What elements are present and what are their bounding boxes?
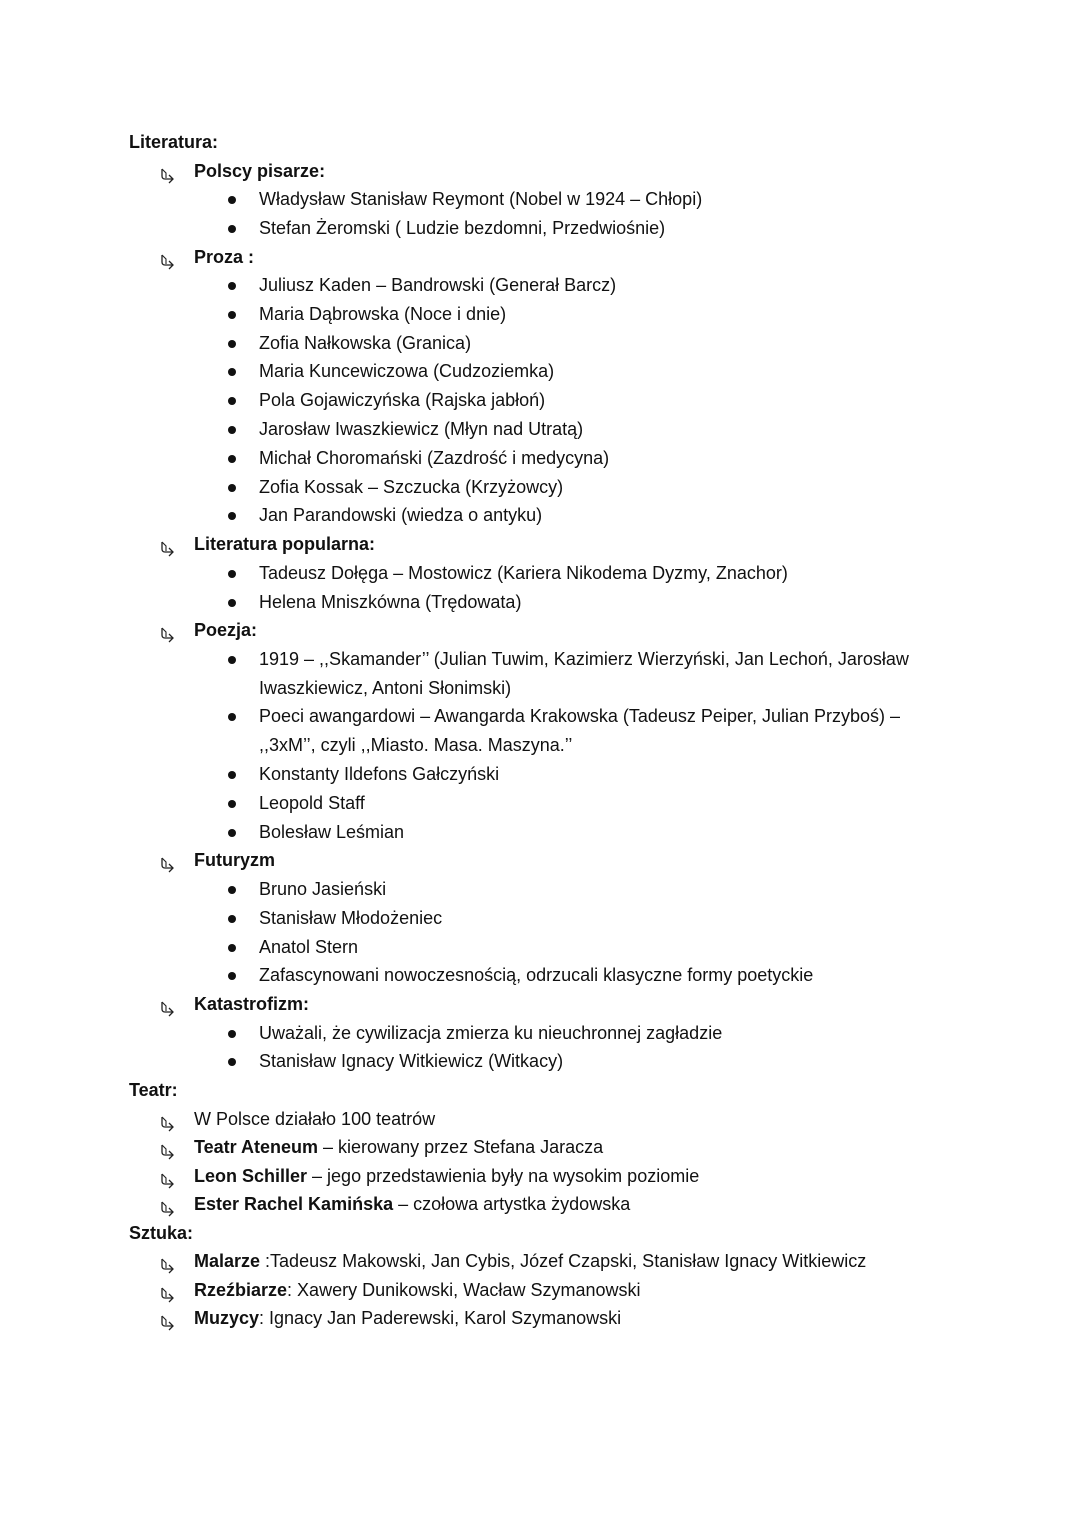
list-item-text: Helena Mniszkówna (Trędowata) (259, 591, 522, 612)
list-item (259, 357, 919, 386)
bullet-icon (228, 512, 236, 520)
subsection-line (194, 1133, 1080, 1162)
bullet-list (0, 559, 1080, 617)
hooked-arrow-icon (160, 1197, 176, 1213)
subsection-text: :Tadeusz Makowski, Jan Cybis, Józef Czapski, Stanisław Ignacy Witkiewicz (260, 1251, 867, 1272)
subsection-text: – czołowa artystka żydowska (393, 1194, 631, 1215)
section-heading: Teatr: (129, 1080, 178, 1101)
list-item-text: 1919 – ,,Skamander’’ (Julian Tuwim, Kazimierz Wierzyński, Jan Lechoń, Jarosław Iwaszkiewicz, Antoni Słonimski) (259, 648, 909, 698)
list-item (259, 415, 919, 444)
hooked-arrow-icon (160, 623, 176, 639)
list-item-text: Zofia Nałkowska (Granica) (259, 332, 472, 353)
subsection-line (194, 1190, 1080, 1219)
hooked-arrow-icon (160, 1254, 176, 1270)
list-item-text: Zafascynowani nowoczesnością, odrzucali klasyczne formy poetyckie (259, 965, 814, 986)
list-item (259, 386, 919, 415)
hooked-arrow-icon (160, 1140, 176, 1156)
document (0, 128, 1080, 1333)
list-item (259, 588, 919, 617)
hooked-arrow-icon (160, 1112, 176, 1128)
subsection-line (194, 157, 1080, 186)
list-item-text: Bolesław Leśmian (259, 821, 405, 842)
subsection-label: Leon Schiller (194, 1165, 308, 1186)
section-heading: Sztuka: (129, 1222, 194, 1243)
subsection-text: – kierowany przez Stefana Jaracza (318, 1137, 604, 1158)
bullet-icon (228, 915, 236, 923)
bullet-icon (228, 196, 236, 204)
subsection-text: – jego przedstawienia były na wysokim poziomie (307, 1165, 700, 1186)
list-item (259, 1047, 919, 1076)
list-item (259, 444, 919, 473)
list-item-text: Poeci awangardowi – Awangarda Krakowska (Tadeusz Peiper, Julian Przyboś) – ,,3xM’’, czyli ,,Miasto. Masa. Maszyna.’’ (259, 706, 901, 756)
bullet-list (0, 875, 1080, 990)
subsection-line (194, 1247, 1080, 1276)
bullet-icon (228, 1058, 236, 1066)
subsection-line (194, 1162, 1080, 1191)
list-item (259, 501, 919, 530)
list-item-text: Maria Kuncewiczowa (Cudzoziemka) (259, 361, 555, 382)
list-item-text: Leopold Staff (259, 792, 365, 813)
bullet-icon (228, 426, 236, 434)
subsection-line (194, 530, 1080, 559)
bullet-list (0, 185, 1080, 243)
list-item (259, 300, 919, 329)
subsection-line (194, 616, 1080, 645)
list-item-text: Jan Parandowski (wiedza o antyku) (259, 505, 543, 526)
list-item-text: Stanisław Ignacy Witkiewicz (Witkacy) (259, 1051, 564, 1072)
list-item-text: Uważali, że cywilizacja zmierza ku nieuchronnej zagładzie (259, 1022, 723, 1043)
list-item (259, 329, 919, 358)
hooked-arrow-icon (160, 164, 176, 180)
list-item-text: Konstanty Ildefons Gałczyński (259, 764, 500, 785)
list-item (259, 933, 919, 962)
hooked-arrow-icon (160, 1311, 176, 1327)
list-item (259, 645, 919, 703)
list-item-text: Maria Dąbrowska (Noce i dnie) (259, 303, 507, 324)
list-item (259, 702, 919, 760)
subsection-label: Poezja: (194, 620, 258, 641)
list-item (259, 1019, 919, 1048)
section (0, 1219, 1080, 1333)
subsection-label: Katastrofizm: (194, 994, 310, 1015)
subsection-label: Malarze (194, 1251, 261, 1272)
bullet-icon (228, 484, 236, 492)
hooked-arrow-icon (160, 997, 176, 1013)
subsection-label: Ester Rachel Kamińska (194, 1194, 394, 1215)
section-heading: Literatura: (129, 132, 219, 152)
bullet-icon (228, 771, 236, 779)
list-item (259, 961, 919, 990)
list-item-text: Władysław Stanisław Reymont (Nobel w 1924 – Chłopi) (259, 189, 703, 209)
subsection-line (194, 1105, 1080, 1134)
hooked-arrow-icon (160, 853, 176, 869)
list-item (259, 818, 919, 847)
list-item (259, 875, 919, 904)
list-item-text: Stanisław Młodożeniec (259, 907, 443, 928)
subsection-label: Futuryzm (194, 850, 275, 871)
bullet-icon (228, 599, 236, 607)
list-item-text: Pola Gojawiczyńska (Rajska jabłoń) (259, 390, 546, 411)
bullet-icon (228, 713, 236, 721)
bullet-icon (228, 225, 236, 233)
section (0, 1076, 1080, 1219)
subsection-label: Rzeźbiarze (194, 1279, 288, 1300)
list-item-text: Zofia Kossak – Szczucka (Krzyżowcy) (259, 476, 564, 497)
list-item-text: Tadeusz Dołęga – Mostowicz (Kariera Nikodema Dyzmy, Znachor) (259, 562, 788, 583)
hooked-arrow-icon (160, 1283, 176, 1299)
bullet-list (0, 1019, 1080, 1077)
list-item (259, 473, 919, 502)
list-item (259, 214, 919, 243)
list-item-text: Jarosław Iwaszkiewicz (Młyn nad Utratą) (259, 419, 584, 440)
subsection-line (194, 243, 1080, 272)
subsection-line (194, 846, 1080, 875)
bullet-icon (228, 656, 236, 664)
bullet-icon (228, 311, 236, 319)
list-item-text: Anatol Stern (259, 936, 359, 957)
list-item (259, 271, 919, 300)
bullet-icon (228, 570, 236, 578)
list-item-text: Stefan Żeromski ( Ludzie bezdomni, Przedwiośnie) (259, 217, 666, 238)
list-item-text: Bruno Jasieński (259, 878, 387, 899)
list-item (259, 185, 919, 214)
subsection-label: Proza : (194, 246, 255, 267)
bullet-icon (228, 282, 236, 290)
subsection-label: Polscy pisarze: (194, 160, 326, 181)
bullet-icon (228, 972, 236, 980)
list-item (259, 904, 919, 933)
bullet-icon (228, 1030, 236, 1038)
bullet-icon (228, 340, 236, 348)
list-item (259, 760, 919, 789)
subsection-text: : Ignacy Jan Paderewski, Karol Szymanowski (259, 1308, 622, 1329)
list-item (259, 559, 919, 588)
subsection-text: W Polsce działało 100 teatrów (194, 1108, 436, 1129)
hooked-arrow-icon (160, 250, 176, 266)
bullet-icon (228, 368, 236, 376)
bullet-list (0, 271, 1080, 530)
subsection-text: : Xawery Dunikowski, Wacław Szymanowski (287, 1279, 641, 1300)
subsection-line (194, 990, 1080, 1019)
list-item (259, 789, 919, 818)
bullet-icon (228, 944, 236, 952)
subsection-line (194, 1304, 1080, 1333)
subsection-label: Muzycy (194, 1308, 260, 1329)
hooked-arrow-icon (160, 1169, 176, 1185)
subsection-label: Teatr Ateneum (194, 1137, 319, 1158)
bullet-icon (228, 829, 236, 837)
list-item-text: Michał Choromański (Zazdrość i medycyna) (259, 447, 610, 468)
hooked-arrow-icon (160, 537, 176, 553)
bullet-icon (228, 397, 236, 405)
list-item-text: Juliusz Kaden – Bandrowski (Generał Barcz) (259, 275, 617, 296)
bullet-icon (228, 886, 236, 894)
bullet-icon (228, 455, 236, 463)
subsection-label: Literatura popularna: (194, 534, 376, 555)
subsection-line (194, 1276, 1080, 1305)
section (0, 128, 1080, 1076)
bullet-list (0, 645, 1080, 847)
bullet-icon (228, 800, 236, 808)
